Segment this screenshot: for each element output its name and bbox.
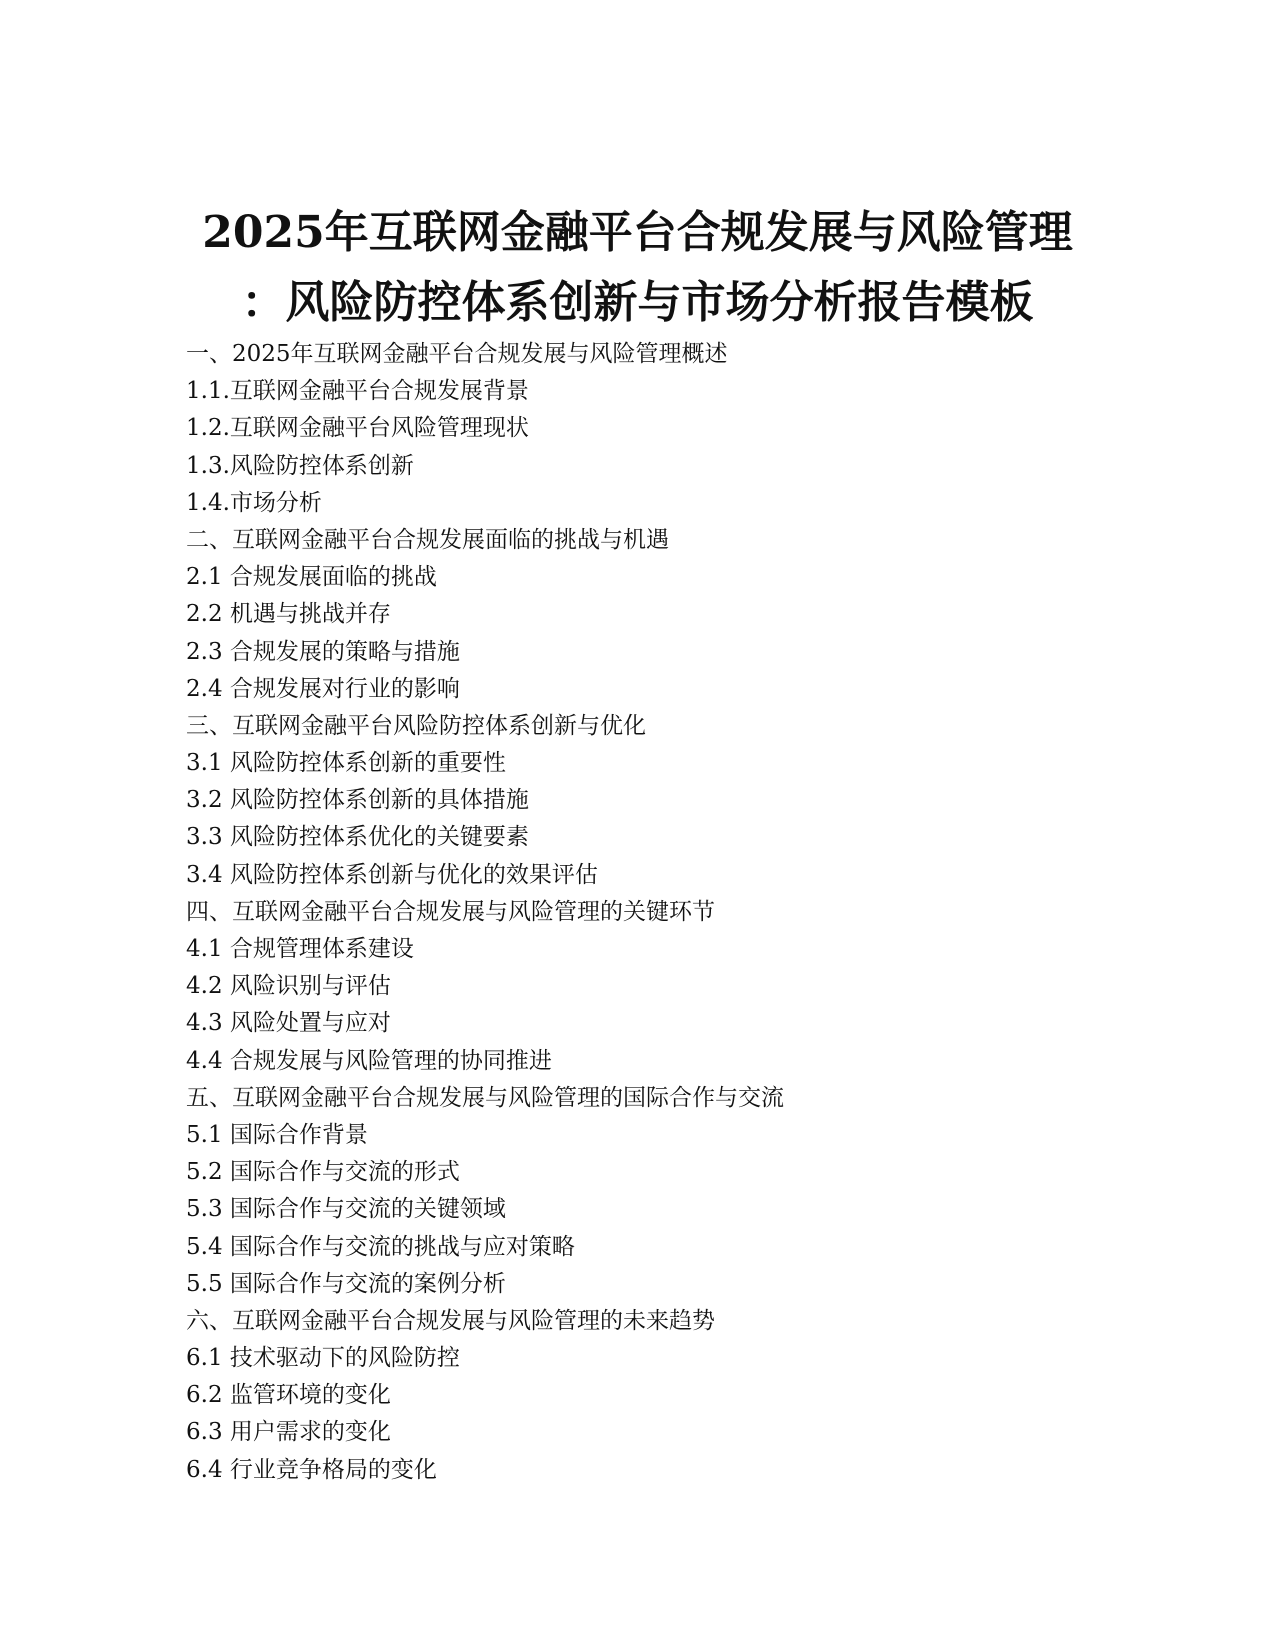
toc-item: 1.1.互联网金融平台合规发展背景 xyxy=(186,378,529,405)
toc-item: 五、互联网金融平台合规发展与风险管理的国际合作与交流 xyxy=(186,1084,784,1111)
toc-item: 6.1 技术驱动下的风险防控 xyxy=(186,1345,460,1372)
toc-item: 5.4 国际合作与交流的挑战与应对策略 xyxy=(186,1233,575,1260)
toc-item: 3.2 风险防控体系创新的具体措施 xyxy=(186,787,529,814)
toc-item: 三、互联网金融平台风险防控体系创新与优化 xyxy=(186,712,646,739)
toc-item: 6.4 行业竞争格局的变化 xyxy=(186,1456,437,1483)
toc-item: 3.1 风险防控体系创新的重要性 xyxy=(186,750,506,777)
toc-item: 1.4.市场分析 xyxy=(186,489,322,516)
toc-item: 四、互联网金融平台合规发展与风险管理的关键环节 xyxy=(186,898,715,925)
toc-item: 4.4 合规发展与风险管理的协同推进 xyxy=(186,1047,552,1074)
toc-item: 3.3 风险防控体系优化的关键要素 xyxy=(186,824,529,851)
toc-item: 6.3 用户需求的变化 xyxy=(186,1419,391,1446)
title-line-1: 2025年互联网金融平台合规发展与风险管理 xyxy=(202,207,1073,258)
toc-item: 5.1 国际合作背景 xyxy=(186,1121,368,1148)
toc-item: 1.3.风险防控体系创新 xyxy=(186,452,414,479)
table-of-contents xyxy=(186,336,1166,1489)
toc-item: 5.2 国际合作与交流的形式 xyxy=(186,1159,460,1186)
toc-item: 2.1 合规发展面临的挑战 xyxy=(186,564,437,591)
toc-item: 6.2 监管环境的变化 xyxy=(186,1382,391,1409)
toc-item: 2.4 合规发展对行业的影响 xyxy=(186,675,460,702)
toc-item: 4.2 风险识别与评估 xyxy=(186,973,391,1000)
toc-item: 1.2.互联网金融平台风险管理现状 xyxy=(186,415,529,442)
toc-item: 2.3 合规发展的策略与措施 xyxy=(186,638,460,665)
title-line-2: ：风险防控体系创新与市场分析报告模板 xyxy=(241,277,1034,328)
toc-item: 二、互联网金融平台合规发展面临的挑战与机遇 xyxy=(186,526,669,553)
toc-item: 4.1 合规管理体系建设 xyxy=(186,936,414,962)
document-title xyxy=(150,198,1125,338)
toc-item: 六、互联网金融平台合规发展与风险管理的未来趋势 xyxy=(186,1307,715,1334)
toc-item: 4.3 风险处置与应对 xyxy=(186,1010,391,1037)
toc-item: 3.4 风险防控体系创新与优化的效果评估 xyxy=(186,861,598,888)
toc-item: 一、2025年互联网金融平台合规发展与风险管理概述 xyxy=(186,341,728,367)
toc-item: 5.3 国际合作与交流的关键领域 xyxy=(186,1196,506,1223)
toc-item: 2.2 机遇与挑战并存 xyxy=(186,601,391,628)
toc-item: 5.5 国际合作与交流的案例分析 xyxy=(186,1270,506,1297)
